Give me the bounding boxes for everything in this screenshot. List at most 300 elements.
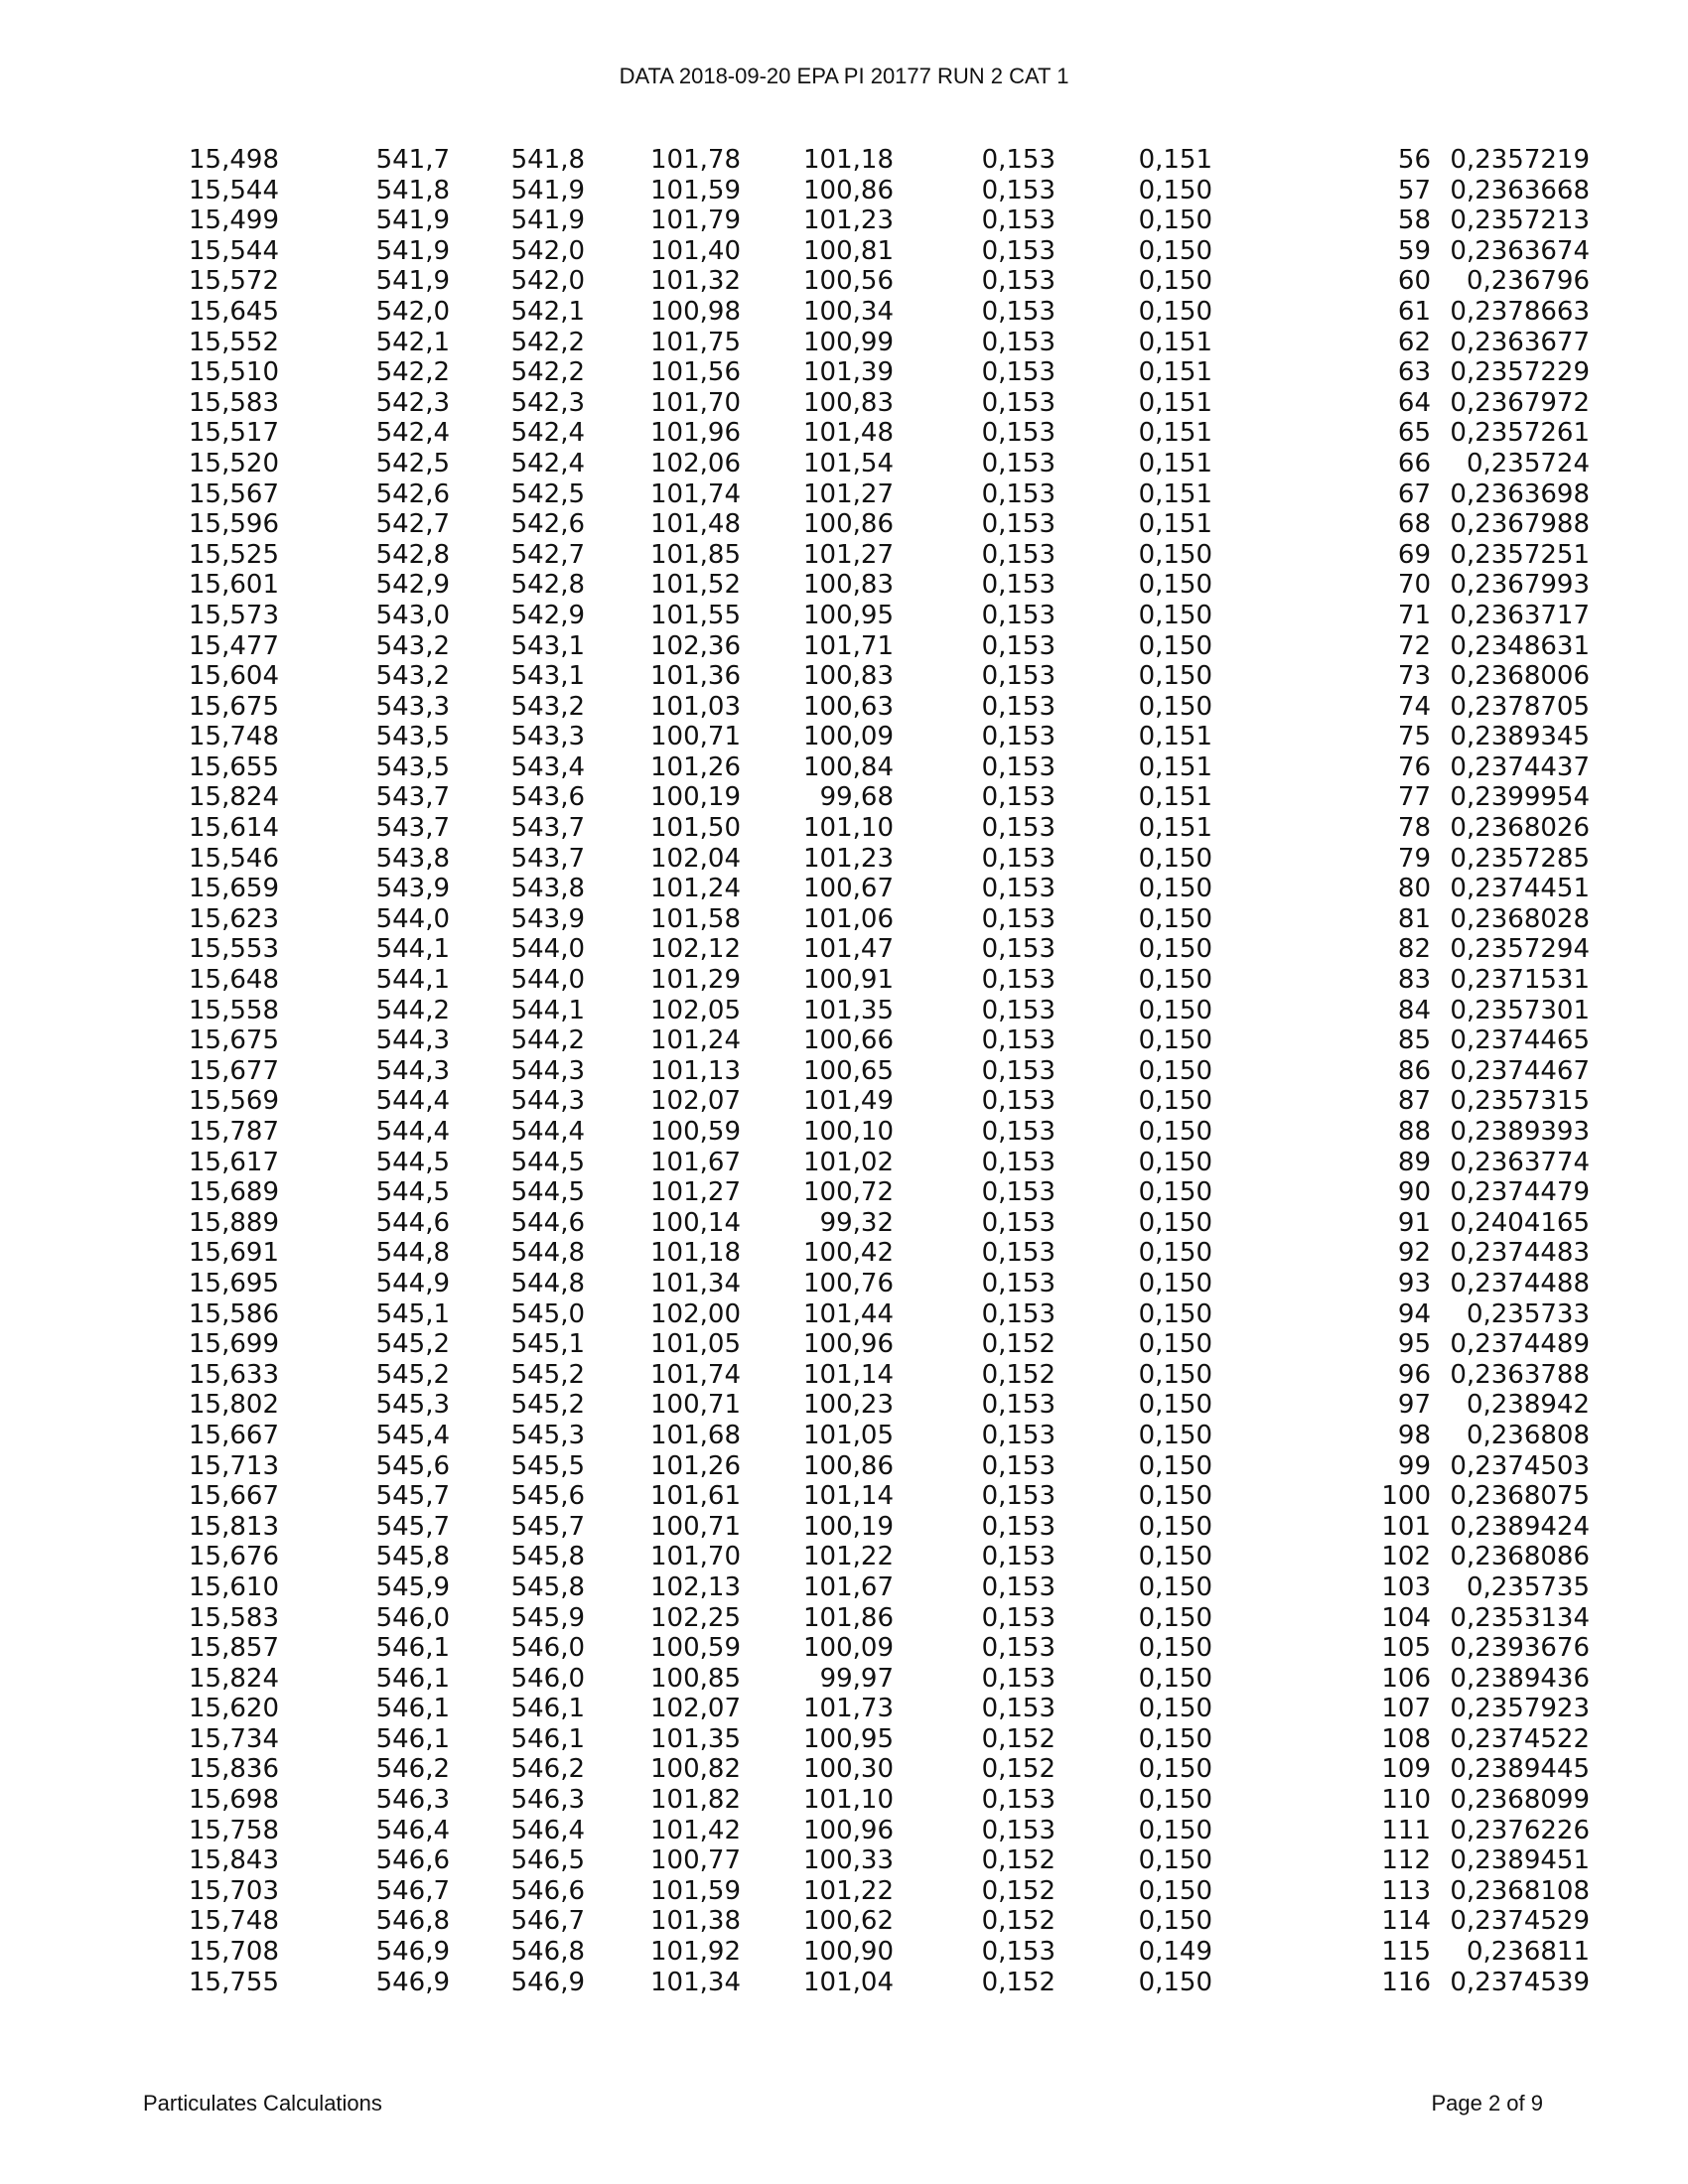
table-cell: 100,71 — [650, 1390, 741, 1421]
table-cell: 0,2348631 — [1450, 630, 1590, 661]
table-cell: 0,153 — [981, 1390, 1055, 1421]
table-cell: 0,150 — [1138, 1086, 1212, 1117]
table-row — [179, 1724, 1590, 1755]
table-cell: 100,84 — [803, 751, 894, 782]
table-cell: 100,99 — [803, 327, 894, 357]
table-cell: 544,1 — [375, 934, 450, 965]
table-cell: 63 — [1397, 357, 1431, 388]
table-row — [179, 1025, 1590, 1056]
table-cell: 15,620 — [189, 1694, 279, 1724]
table-cell: 545,2 — [510, 1359, 585, 1390]
table-cell: 546,6 — [375, 1845, 450, 1876]
table-cell: 0,151 — [1138, 327, 1212, 357]
table-cell: 0,2389424 — [1450, 1511, 1590, 1542]
table-cell: 86 — [1397, 1055, 1431, 1086]
table-cell: 0,238942 — [1466, 1390, 1590, 1421]
table-cell: 100,90 — [803, 1937, 894, 1968]
table-row — [179, 418, 1590, 449]
table-cell: 0,2374467 — [1450, 1055, 1590, 1086]
table-cell: 101,02 — [803, 1147, 894, 1177]
table-row — [179, 1694, 1590, 1724]
table-cell: 101,03 — [650, 691, 741, 722]
table-cell: 0,2368028 — [1450, 903, 1590, 934]
table-cell: 81 — [1397, 903, 1431, 934]
table-cell: 0,152 — [981, 1875, 1055, 1906]
table-cell: 0,236808 — [1466, 1420, 1590, 1450]
table-cell: 0,152 — [981, 1906, 1055, 1937]
table-cell: 15,510 — [189, 357, 279, 388]
table-cell: 0,150 — [1138, 874, 1212, 904]
table-cell: 0,150 — [1138, 1359, 1212, 1390]
table-cell: 546,0 — [510, 1663, 585, 1694]
table-cell: 15,583 — [189, 387, 279, 418]
table-cell: 543,7 — [510, 843, 585, 874]
table-cell: 15,525 — [189, 539, 279, 570]
table-cell: 0,153 — [981, 1937, 1055, 1968]
table-cell: 546,3 — [510, 1785, 585, 1816]
table-cell: 100,09 — [803, 722, 894, 752]
table-cell: 15,758 — [189, 1815, 279, 1845]
table-row — [179, 297, 1590, 328]
table-cell: 78 — [1397, 813, 1431, 844]
table-cell: 0,150 — [1138, 1906, 1212, 1937]
table-cell: 544,3 — [510, 1055, 585, 1086]
table-row — [179, 1572, 1590, 1603]
table-cell: 544,3 — [375, 1055, 450, 1086]
table-cell: 100,34 — [803, 296, 894, 327]
table-cell: 15,836 — [189, 1754, 279, 1785]
table-cell: 545,5 — [510, 1450, 585, 1481]
table-cell: 111 — [1381, 1815, 1431, 1845]
table-cell: 89 — [1397, 1147, 1431, 1177]
table-cell: 101,26 — [650, 1450, 741, 1481]
table-cell: 100,33 — [803, 1845, 894, 1876]
table-cell: 101,54 — [803, 448, 894, 478]
table-cell: 0,150 — [1138, 903, 1212, 934]
table-cell: 0,2374465 — [1450, 1025, 1590, 1056]
table-row — [179, 540, 1590, 571]
table-cell: 85 — [1397, 1025, 1431, 1056]
table-cell: 0,2368006 — [1450, 661, 1590, 692]
table-cell: 77 — [1397, 782, 1431, 813]
table-cell: 0,2357219 — [1450, 145, 1590, 175]
table-cell: 0,153 — [981, 751, 1055, 782]
table-cell: 0,150 — [1138, 1967, 1212, 1997]
table-cell: 544,8 — [510, 1238, 585, 1269]
table-cell: 100,98 — [650, 296, 741, 327]
table-cell: 0,2374489 — [1450, 1329, 1590, 1360]
table-cell: 544,6 — [375, 1207, 450, 1238]
table-cell: 0,150 — [1138, 1207, 1212, 1238]
table-cell: 0,150 — [1138, 934, 1212, 965]
table-cell: 545,8 — [510, 1571, 585, 1602]
table-cell: 542,6 — [375, 478, 450, 509]
table-cell: 545,1 — [375, 1298, 450, 1329]
table-cell: 15,843 — [189, 1845, 279, 1876]
table-cell: 101,23 — [803, 843, 894, 874]
table-cell: 0,153 — [981, 1511, 1055, 1542]
table-cell: 101,18 — [803, 145, 894, 175]
table-cell: 0,150 — [1138, 600, 1212, 630]
table-cell: 100,96 — [803, 1329, 894, 1360]
table-cell: 542,0 — [510, 235, 585, 266]
table-cell: 101,22 — [803, 1875, 894, 1906]
table-cell: 544,1 — [375, 965, 450, 996]
table-cell: 100,83 — [803, 387, 894, 418]
table-cell: 544,4 — [510, 1117, 585, 1147]
table-cell: 101,18 — [650, 1238, 741, 1269]
table-cell: 93 — [1397, 1268, 1431, 1298]
table-cell: 546,9 — [375, 1937, 450, 1968]
table-cell: 100,86 — [803, 1450, 894, 1481]
table-cell: 541,9 — [375, 235, 450, 266]
table-cell: 543,3 — [375, 691, 450, 722]
table-cell: 101,68 — [650, 1420, 741, 1450]
table-row — [179, 1664, 1590, 1695]
table-cell: 15,677 — [189, 1055, 279, 1086]
table-cell: 0,153 — [981, 1481, 1055, 1512]
table-cell: 0,150 — [1138, 1542, 1212, 1572]
table-cell: 0,2368075 — [1450, 1481, 1590, 1512]
table-row — [179, 904, 1590, 935]
table-cell: 0,150 — [1138, 1025, 1212, 1056]
table-cell: 15,546 — [189, 843, 279, 874]
table-cell: 0,2371531 — [1450, 965, 1590, 996]
table-cell: 545,6 — [510, 1481, 585, 1512]
table-cell: 543,8 — [510, 874, 585, 904]
table-cell: 545,2 — [375, 1359, 450, 1390]
data-table — [179, 145, 1590, 1997]
table-cell: 101,23 — [803, 205, 894, 236]
table-cell: 543,7 — [375, 813, 450, 844]
table-cell: 543,2 — [375, 661, 450, 692]
table-cell: 541,8 — [510, 145, 585, 175]
table-cell: 0,150 — [1138, 266, 1212, 297]
table-cell: 15,857 — [189, 1633, 279, 1664]
table-cell: 0,153 — [981, 630, 1055, 661]
table-cell: 102,07 — [650, 1694, 741, 1724]
table-cell: 100,23 — [803, 1390, 894, 1421]
table-cell: 546,2 — [510, 1754, 585, 1785]
table-cell: 544,0 — [510, 965, 585, 996]
table-cell: 15,477 — [189, 630, 279, 661]
table-cell: 0,151 — [1138, 145, 1212, 175]
table-cell: 0,153 — [981, 691, 1055, 722]
table-cell: 15,498 — [189, 145, 279, 175]
table-cell: 15,695 — [189, 1268, 279, 1298]
table-cell: 0,2363668 — [1450, 175, 1590, 205]
table-cell: 15,691 — [189, 1238, 279, 1269]
table-cell: 15,699 — [189, 1329, 279, 1360]
table-cell: 0,153 — [981, 205, 1055, 236]
table-cell: 546,3 — [375, 1785, 450, 1816]
table-cell: 0,2368026 — [1450, 813, 1590, 844]
table-cell: 101,52 — [650, 570, 741, 601]
table-cell: 15,655 — [189, 751, 279, 782]
table-cell: 0,150 — [1138, 235, 1212, 266]
table-cell: 0,153 — [981, 965, 1055, 996]
table-cell: 542,2 — [375, 357, 450, 388]
table-cell: 101,55 — [650, 600, 741, 630]
table-cell: 0,153 — [981, 1785, 1055, 1816]
table-cell: 15,667 — [189, 1420, 279, 1450]
table-cell: 543,1 — [510, 630, 585, 661]
table-cell: 541,9 — [510, 205, 585, 236]
table-cell: 0,151 — [1138, 387, 1212, 418]
table-cell: 102,12 — [650, 934, 741, 965]
table-cell: 545,2 — [510, 1390, 585, 1421]
table-row — [179, 205, 1590, 236]
table-cell: 0,153 — [981, 175, 1055, 205]
table-cell: 544,3 — [510, 1086, 585, 1117]
table-cell: 101,70 — [650, 387, 741, 418]
table-cell: 15,573 — [189, 600, 279, 630]
table-cell: 0,235735 — [1466, 1571, 1590, 1602]
table-cell: 544,1 — [510, 995, 585, 1025]
table-cell: 107 — [1381, 1694, 1431, 1724]
table-cell: 0,153 — [981, 387, 1055, 418]
table-row — [179, 813, 1590, 844]
table-cell: 544,4 — [375, 1086, 450, 1117]
table-cell: 0,153 — [981, 1238, 1055, 1269]
table-cell: 543,5 — [375, 751, 450, 782]
table-cell: 0,153 — [981, 1602, 1055, 1633]
table-cell: 15,610 — [189, 1571, 279, 1602]
table-cell: 100,14 — [650, 1207, 741, 1238]
table-cell: 0,152 — [981, 1754, 1055, 1785]
table-cell: 0,153 — [981, 266, 1055, 297]
table-cell: 69 — [1397, 539, 1431, 570]
table-cell: 99 — [1397, 1450, 1431, 1481]
table-cell: 544,5 — [510, 1177, 585, 1208]
table-cell: 543,7 — [510, 813, 585, 844]
table-cell: 0,2374539 — [1450, 1967, 1590, 1997]
table-cell: 545,6 — [375, 1450, 450, 1481]
table-cell: 542,4 — [375, 418, 450, 449]
table-row — [179, 1754, 1590, 1785]
table-cell: 109 — [1381, 1754, 1431, 1785]
table-cell: 0,151 — [1138, 751, 1212, 782]
table-cell: 542,3 — [375, 387, 450, 418]
table-cell: 102,36 — [650, 630, 741, 661]
table-cell: 15,802 — [189, 1390, 279, 1421]
table-cell: 0,2363677 — [1450, 327, 1590, 357]
table-cell: 15,553 — [189, 934, 279, 965]
table-cell: 100,63 — [803, 691, 894, 722]
table-cell: 543,9 — [510, 903, 585, 934]
table-cell: 115 — [1381, 1937, 1431, 1968]
table-cell: 542,9 — [375, 570, 450, 601]
table-cell: 0,153 — [981, 1450, 1055, 1481]
table-cell: 15,601 — [189, 570, 279, 601]
table-row — [179, 1906, 1590, 1937]
table-cell: 102,05 — [650, 995, 741, 1025]
table-cell: 61 — [1397, 296, 1431, 327]
table-cell: 15,569 — [189, 1086, 279, 1117]
table-cell: 100,71 — [650, 1511, 741, 1542]
table-cell: 101,39 — [803, 357, 894, 388]
table-cell: 0,2374503 — [1450, 1450, 1590, 1481]
table-cell: 0,153 — [981, 874, 1055, 904]
table-cell: 15,713 — [189, 1450, 279, 1481]
table-cell: 0,2374479 — [1450, 1177, 1590, 1208]
table-cell: 544,8 — [510, 1268, 585, 1298]
table-cell: 101,32 — [650, 266, 741, 297]
table-cell: 542,1 — [510, 296, 585, 327]
table-cell: 113 — [1381, 1875, 1431, 1906]
table-cell: 545,8 — [375, 1542, 450, 1572]
table-cell: 100,81 — [803, 235, 894, 266]
table-cell: 546,4 — [375, 1815, 450, 1845]
table-row — [179, 1512, 1590, 1543]
table-cell: 0,153 — [981, 722, 1055, 752]
table-cell: 15,667 — [189, 1481, 279, 1512]
table-cell: 0,153 — [981, 1633, 1055, 1664]
table-cell: 544,0 — [510, 934, 585, 965]
table-cell: 101,74 — [650, 1359, 741, 1390]
table-cell: 0,152 — [981, 1723, 1055, 1754]
table-cell: 101,78 — [650, 145, 741, 175]
table-cell: 0,153 — [981, 418, 1055, 449]
table-cell: 101,14 — [803, 1359, 894, 1390]
table-row — [179, 1238, 1590, 1269]
table-cell: 0,150 — [1138, 1602, 1212, 1633]
table-row — [179, 1299, 1590, 1330]
table-cell: 0,2374451 — [1450, 874, 1590, 904]
table-cell: 101,56 — [650, 357, 741, 388]
table-cell: 0,150 — [1138, 1875, 1212, 1906]
table-cell: 0,150 — [1138, 1694, 1212, 1724]
table-row — [179, 1208, 1590, 1239]
table-cell: 15,623 — [189, 903, 279, 934]
table-cell: 0,150 — [1138, 843, 1212, 874]
table-cell: 0,150 — [1138, 1723, 1212, 1754]
table-cell: 0,153 — [981, 1025, 1055, 1056]
table-cell: 101,29 — [650, 965, 741, 996]
table-cell: 100,42 — [803, 1238, 894, 1269]
table-cell: 100,19 — [650, 782, 741, 813]
table-cell: 0,153 — [981, 296, 1055, 327]
table-cell: 543,3 — [510, 722, 585, 752]
table-cell: 99,32 — [819, 1207, 894, 1238]
table-cell: 542,5 — [510, 478, 585, 509]
table-cell: 545,0 — [510, 1298, 585, 1329]
table-cell: 15,604 — [189, 661, 279, 692]
table-cell: 0,150 — [1138, 570, 1212, 601]
table-cell: 72 — [1397, 630, 1431, 661]
table-cell: 110 — [1381, 1785, 1431, 1816]
table-cell: 101,36 — [650, 661, 741, 692]
table-cell: 15,645 — [189, 296, 279, 327]
table-cell: 0,2357315 — [1450, 1086, 1590, 1117]
table-cell: 15,520 — [189, 448, 279, 478]
table-cell: 73 — [1397, 661, 1431, 692]
table-cell: 541,7 — [375, 145, 450, 175]
table-cell: 101,71 — [803, 630, 894, 661]
table-cell: 542,5 — [375, 448, 450, 478]
table-cell: 101,04 — [803, 1967, 894, 1997]
table-cell: 15,499 — [189, 205, 279, 236]
table-cell: 57 — [1397, 175, 1431, 205]
table-cell: 100,71 — [650, 722, 741, 752]
table-cell: 0,153 — [981, 1177, 1055, 1208]
table-row — [179, 1269, 1590, 1299]
table-cell: 100,56 — [803, 266, 894, 297]
table-cell: 100,85 — [650, 1663, 741, 1694]
table-cell: 0,150 — [1138, 661, 1212, 692]
table-row — [179, 509, 1590, 540]
table-cell: 74 — [1397, 691, 1431, 722]
table-cell: 0,2376226 — [1450, 1815, 1590, 1845]
table-cell: 58 — [1397, 205, 1431, 236]
table-cell: 101,35 — [803, 995, 894, 1025]
table-cell: 543,5 — [375, 722, 450, 752]
table-row — [179, 1876, 1590, 1907]
table-cell: 59 — [1397, 235, 1431, 266]
table-cell: 101,27 — [803, 478, 894, 509]
table-cell: 0,2368086 — [1450, 1542, 1590, 1572]
table-cell: 0,2368099 — [1450, 1785, 1590, 1816]
table-cell: 543,6 — [510, 782, 585, 813]
table-cell: 0,153 — [981, 327, 1055, 357]
table-cell: 542,3 — [510, 387, 585, 418]
table-cell: 100,59 — [650, 1633, 741, 1664]
table-cell: 90 — [1397, 1177, 1431, 1208]
table-cell: 101,58 — [650, 903, 741, 934]
table-cell: 0,153 — [981, 1086, 1055, 1117]
table-cell: 0,152 — [981, 1967, 1055, 1997]
table-cell: 0,151 — [1138, 448, 1212, 478]
table-cell: 0,153 — [981, 903, 1055, 934]
table-cell: 0,153 — [981, 1268, 1055, 1298]
table-cell: 100,10 — [803, 1117, 894, 1147]
table-cell: 101,70 — [650, 1542, 741, 1572]
table-cell: 545,4 — [375, 1420, 450, 1450]
table-cell: 0,2363717 — [1450, 600, 1590, 630]
table-cell: 101,40 — [650, 235, 741, 266]
table-cell: 80 — [1397, 874, 1431, 904]
table-cell: 0,150 — [1138, 1298, 1212, 1329]
table-row — [179, 1177, 1590, 1208]
table-cell: 0,150 — [1138, 1511, 1212, 1542]
table-cell: 545,2 — [375, 1329, 450, 1360]
table-cell: 544,2 — [375, 995, 450, 1025]
table-cell: 541,9 — [375, 266, 450, 297]
table-cell: 0,151 — [1138, 722, 1212, 752]
table-row — [179, 1117, 1590, 1148]
table-row — [179, 874, 1590, 904]
table-cell: 546,1 — [375, 1694, 450, 1724]
table-cell: 0,153 — [981, 1815, 1055, 1845]
table-cell: 0,150 — [1138, 205, 1212, 236]
table-cell: 100,77 — [650, 1845, 741, 1876]
table-cell: 0,153 — [981, 1147, 1055, 1177]
table-cell: 542,0 — [375, 296, 450, 327]
table-cell: 15,558 — [189, 995, 279, 1025]
table-cell: 0,2363774 — [1450, 1147, 1590, 1177]
table-cell: 0,150 — [1138, 1571, 1212, 1602]
table-cell: 87 — [1397, 1086, 1431, 1117]
table-cell: 15,544 — [189, 175, 279, 205]
table-row — [179, 1329, 1590, 1360]
table-cell: 543,2 — [375, 630, 450, 661]
table-cell: 101,27 — [803, 539, 894, 570]
table-cell: 0,2357285 — [1450, 843, 1590, 874]
table-cell: 0,151 — [1138, 357, 1212, 388]
table-cell: 15,748 — [189, 1906, 279, 1937]
table-row — [179, 1845, 1590, 1876]
table-cell: 0,153 — [981, 1420, 1055, 1450]
